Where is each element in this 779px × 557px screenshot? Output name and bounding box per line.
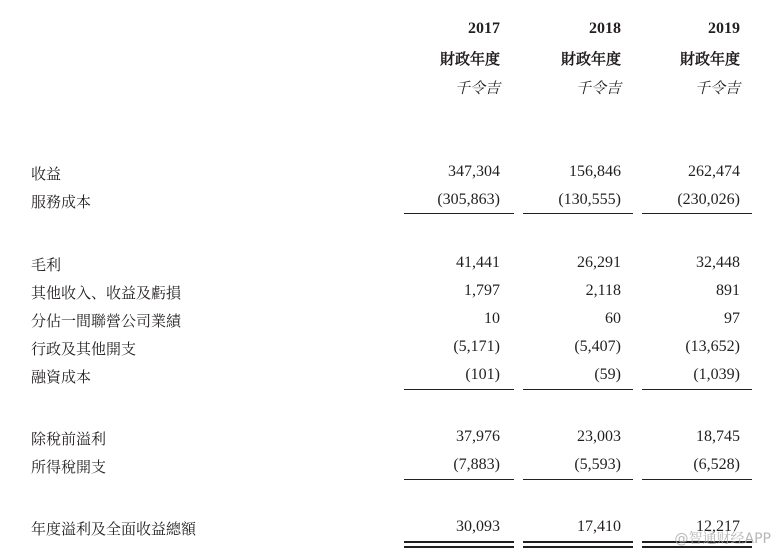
row-label-total-comprehensive-income: 年度溢利及全面收益總額 xyxy=(31,520,197,538)
row-value-finance-costs-2018: (59) xyxy=(594,366,621,383)
row-value-total-comprehensive-income-2017: 30,093 xyxy=(456,518,500,535)
header-unit-2017: 千令吉 xyxy=(454,79,500,97)
row-value-income-tax-2017: (7,883) xyxy=(453,456,500,473)
total-double-rule-bottom-2017 xyxy=(404,546,514,548)
row-value-admin-expenses-2019: (13,652) xyxy=(685,338,740,355)
total-double-rule-top-2018 xyxy=(523,541,633,543)
row-value-share-of-associate-2017: 10 xyxy=(484,310,500,327)
row-label-profit-before-tax: 除稅前溢利 xyxy=(31,430,107,448)
row-value-share-of-associate-2019: 97 xyxy=(724,310,740,327)
subtotal-rule-2-2019 xyxy=(642,389,752,390)
subtotal-rule-3-2017 xyxy=(404,479,514,480)
total-double-rule-bottom-2018 xyxy=(523,546,633,548)
row-value-income-tax-2018: (5,593) xyxy=(574,456,621,473)
row-value-revenue-2019: 262,474 xyxy=(688,163,740,180)
row-value-admin-expenses-2017: (5,171) xyxy=(453,338,500,355)
header-fiscal-year-2018: 財政年度 xyxy=(560,50,621,68)
row-value-gross-profit-2019: 32,448 xyxy=(696,254,740,271)
row-value-admin-expenses-2018: (5,407) xyxy=(574,338,621,355)
subtotal-rule-1-2017 xyxy=(404,213,514,214)
subtotal-rule-2-2017 xyxy=(404,389,514,390)
row-value-finance-costs-2017: (101) xyxy=(465,366,500,383)
subtotal-rule-2-2018 xyxy=(523,389,633,390)
row-value-total-comprehensive-income-2018: 17,410 xyxy=(577,518,621,535)
row-value-finance-costs-2019: (1,039) xyxy=(693,366,740,383)
header-year-2018: 2018 xyxy=(589,20,621,37)
total-double-rule-top-2017 xyxy=(404,541,514,543)
row-label-revenue: 收益 xyxy=(31,165,62,183)
row-label-cost-of-services: 服務成本 xyxy=(31,193,92,211)
subtotal-rule-3-2018 xyxy=(523,479,633,480)
row-value-gross-profit-2018: 26,291 xyxy=(577,254,621,271)
subtotal-rule-1-2018 xyxy=(523,213,633,214)
row-value-other-income-2018: 2,118 xyxy=(585,282,621,299)
row-value-gross-profit-2017: 41,441 xyxy=(456,254,500,271)
row-label-finance-costs: 融資成本 xyxy=(31,368,92,386)
row-value-income-tax-2019: (6,528) xyxy=(693,456,740,473)
row-label-gross-profit: 毛利 xyxy=(31,256,62,274)
row-value-revenue-2017: 347,304 xyxy=(448,163,500,180)
row-value-revenue-2018: 156,846 xyxy=(569,163,621,180)
row-value-profit-before-tax-2019: 18,745 xyxy=(696,428,740,445)
row-value-share-of-associate-2018: 60 xyxy=(605,310,621,327)
watermark: @智通财经APP xyxy=(674,531,771,547)
row-value-cost-of-services-2017: (305,863) xyxy=(437,191,500,208)
row-value-cost-of-services-2019: (230,026) xyxy=(677,191,740,208)
row-value-cost-of-services-2018: (130,555) xyxy=(558,191,621,208)
header-year-2017: 2017 xyxy=(468,20,500,37)
row-value-total-comprehensive-income-2019: 12,217 xyxy=(696,518,740,535)
subtotal-rule-1-2019 xyxy=(642,213,752,214)
row-value-other-income-2017: 1,797 xyxy=(464,282,500,299)
row-label-income-tax: 所得稅開支 xyxy=(31,458,107,476)
subtotal-rule-3-2019 xyxy=(642,479,752,480)
row-value-profit-before-tax-2018: 23,003 xyxy=(577,428,621,445)
row-value-profit-before-tax-2017: 37,976 xyxy=(456,428,500,445)
header-fiscal-year-2019: 財政年度 xyxy=(679,50,740,68)
header-unit-2019: 千令吉 xyxy=(694,79,740,97)
header-year-2019: 2019 xyxy=(708,20,740,37)
row-label-other-income: 其他收入、收益及虧損 xyxy=(31,284,182,302)
row-label-admin-expenses: 行政及其他開支 xyxy=(31,340,137,358)
header-unit-2018: 千令吉 xyxy=(575,79,621,97)
header-fiscal-year-2017: 財政年度 xyxy=(439,50,500,68)
row-value-other-income-2019: 891 xyxy=(716,282,740,299)
row-label-share-of-associate: 分佔一間聯營公司業績 xyxy=(31,312,182,330)
